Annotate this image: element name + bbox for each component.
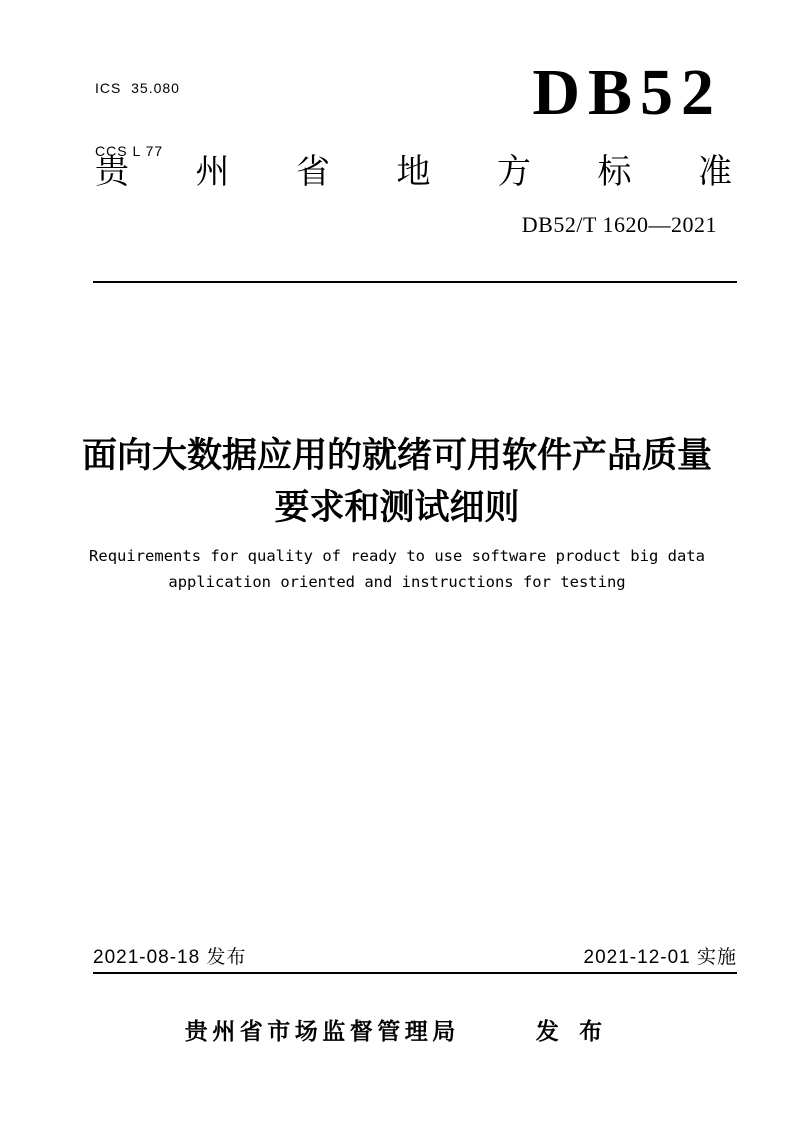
date-row (93, 946, 737, 974)
standard-number: DB52/T 1620—2021 (521, 212, 717, 237)
document-subtitle-english (0, 543, 794, 595)
standard-type-char: 方 (497, 153, 531, 191)
publisher-name: 贵州省市场监督管理局 (184, 1018, 460, 1044)
document-title (0, 430, 794, 534)
issue-date: 2021-08-18 发布 (93, 947, 247, 968)
standard-type-char: 贵 (95, 153, 129, 191)
publish-label: 发 布 (535, 1018, 610, 1044)
standard-type-title (95, 152, 732, 192)
implement-date: 2021-12-01 实施 (583, 947, 737, 968)
db52-logo: DB52 (532, 56, 722, 129)
ics-code: ICS 35.080 (95, 80, 180, 96)
publisher-row (0, 1016, 794, 1046)
document-title-line2: 要求和测试细则 (274, 488, 520, 527)
document-subtitle-line2: application oriented and instructions for testing (168, 573, 626, 591)
standard-type-char: 州 (195, 153, 230, 191)
header-divider-rule (93, 281, 737, 283)
standard-type-char: 标 (597, 153, 632, 191)
ccs-code: CCS L 77 (95, 143, 164, 159)
standard-type-char: 地 (396, 153, 431, 191)
standard-type-char: 准 (698, 153, 732, 191)
standard-type-char: 省 (296, 153, 330, 191)
document-title-line1: 面向大数据应用的就绪可用软件产品质量 (81, 436, 712, 475)
document-subtitle-line1: Requirements for quality of ready to use software product big data (89, 547, 705, 565)
